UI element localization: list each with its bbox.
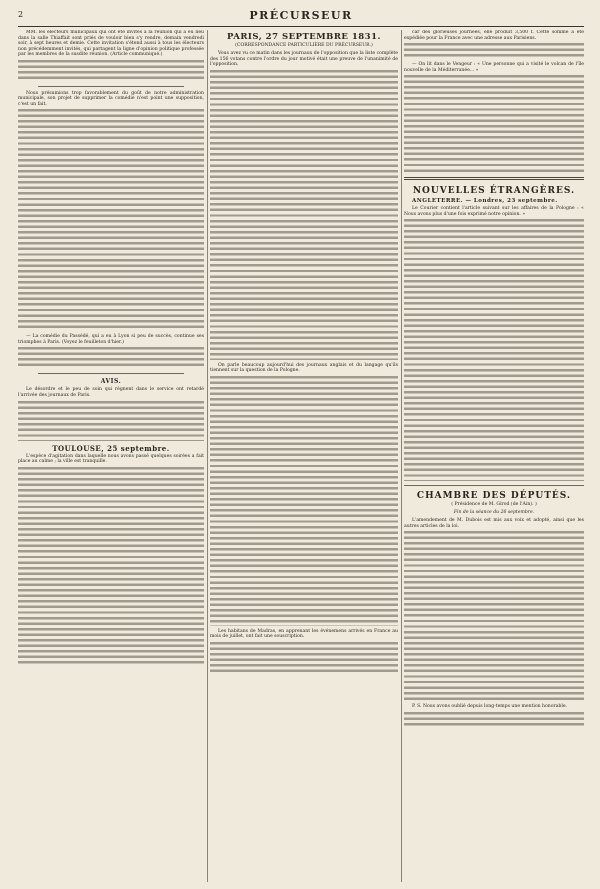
paragraph: L'amendement de M. Dubois est mis aux voix et adopté, ainsi que les autres articles de la loi. <box>404 518 584 529</box>
text-lines <box>210 70 398 360</box>
text-lines <box>404 712 584 726</box>
paragraph: P. S. Nous avons oublié depuis long-temps une mention honorable. <box>412 704 568 710</box>
paragraph: — On lit dans le Vengeur : « Une personne qui a visité le volcan de l'île nouvelle de la Méditerranée... » <box>404 62 584 73</box>
column-rule <box>207 30 208 882</box>
text-lines <box>18 60 204 82</box>
text-lines <box>18 401 204 441</box>
section-heading: CHAMBRE DES DÉPUTÉS. <box>416 491 572 502</box>
paragraph: Le désordre et le peu de soin qui règnent dans le service ont retardé l'arrivée des journaux de Paris. <box>18 387 204 399</box>
paragraph: On parle beaucoup aujourd'hui des journaux anglais et du langage qu'ils tiennent sur la question de la Pologne. <box>210 362 398 374</box>
section-heading: AVIS. <box>100 378 122 386</box>
text-lines <box>210 642 398 672</box>
text-lines <box>404 43 584 59</box>
divider <box>38 373 184 374</box>
text-lines <box>18 347 204 369</box>
section-subheading: ( Présidence de M. Girod (de l'Ain). ) <box>451 502 537 508</box>
column-1 <box>18 30 204 882</box>
section-subheading: (CORRESPONDANCE PARTICULIÈRE DU PRÉCURSEUR.) <box>235 43 373 48</box>
paragraph: L'espèce d'agitation dans laquelle nous avons passé quelques soirées a fait place au calme ; la ville est tranquille. <box>18 453 204 465</box>
columns <box>18 30 584 882</box>
section-heading: PARIS, 27 SEPTEMBRE 1831. <box>227 32 381 42</box>
paragraph: Le Courier contient l'article suivant sur les affaires de la Pologne : « Nous avons plus d'une fois exprimé notre opinion. » <box>404 206 584 217</box>
paper-title: PRÉCURSEUR <box>249 9 353 22</box>
section-heading: NOUVELLES ÉTRANGÈRES. <box>412 186 576 197</box>
text-lines <box>210 376 398 626</box>
text-lines <box>18 109 204 331</box>
paragraph: Nous présumions trop favorablement du goût de notre administration municipale, son projet de supprimer la comédie n'est point une supposition, c'est un fait. <box>18 90 204 107</box>
text-lines <box>404 75 584 173</box>
section-subheading: Fin de la séance du 26 septembre. <box>453 510 535 516</box>
newspaper-page <box>18 6 584 882</box>
column-3 <box>404 30 584 882</box>
page-number: 2 <box>18 10 24 19</box>
text-lines <box>404 531 584 701</box>
column-2 <box>210 30 398 882</box>
paragraph: MM. les électeurs municipaux qui ont été invités à la réunion qui a eu lieu dans la salle Thiaffait sont priés de vouloir bien s'y rendre, demain vendredi soir, à sept heures et demie. Cette invitation s'étend aussi à tous les électeurs non précédemment invités, qui partagent la ligne d'opinion politique professée par les membres de la susdite réunion. (Article communiqué.) <box>18 30 204 58</box>
divider <box>404 177 584 180</box>
section-subheading: ANGLETERRE. — Londres, 23 septembre. <box>412 198 558 205</box>
paragraph: Vous avez vu ce matin dans les journaux de l'opposition que la liste complète des 156 votans contre l'ordre du jour motivé était une preuve de l'unanimité de l'opposition. <box>210 51 398 68</box>
text-lines <box>18 467 204 665</box>
masthead <box>18 6 584 27</box>
paragraph: car des glorieuses journées, elle produit 3,500 f. Cette somme a été expédiée pour la France avec une adresse aux Parisiens. <box>404 30 584 41</box>
paragraph: — La comédie du Passédé, qui a eu à Lyon si peu de succès, continue ses triomphes à Paris. (Voyez le feuilleton d'hier.) <box>18 334 204 345</box>
paragraph: Les habitans de Madras, en apprenant les événemens arrivés en France au mois de juillet, ont fait une souscription. <box>210 628 398 640</box>
column-rule <box>401 30 402 882</box>
divider <box>38 86 184 87</box>
divider <box>404 485 584 486</box>
text-lines <box>404 219 584 481</box>
section-heading: TOULOUSE, 25 septembre. <box>52 443 170 453</box>
